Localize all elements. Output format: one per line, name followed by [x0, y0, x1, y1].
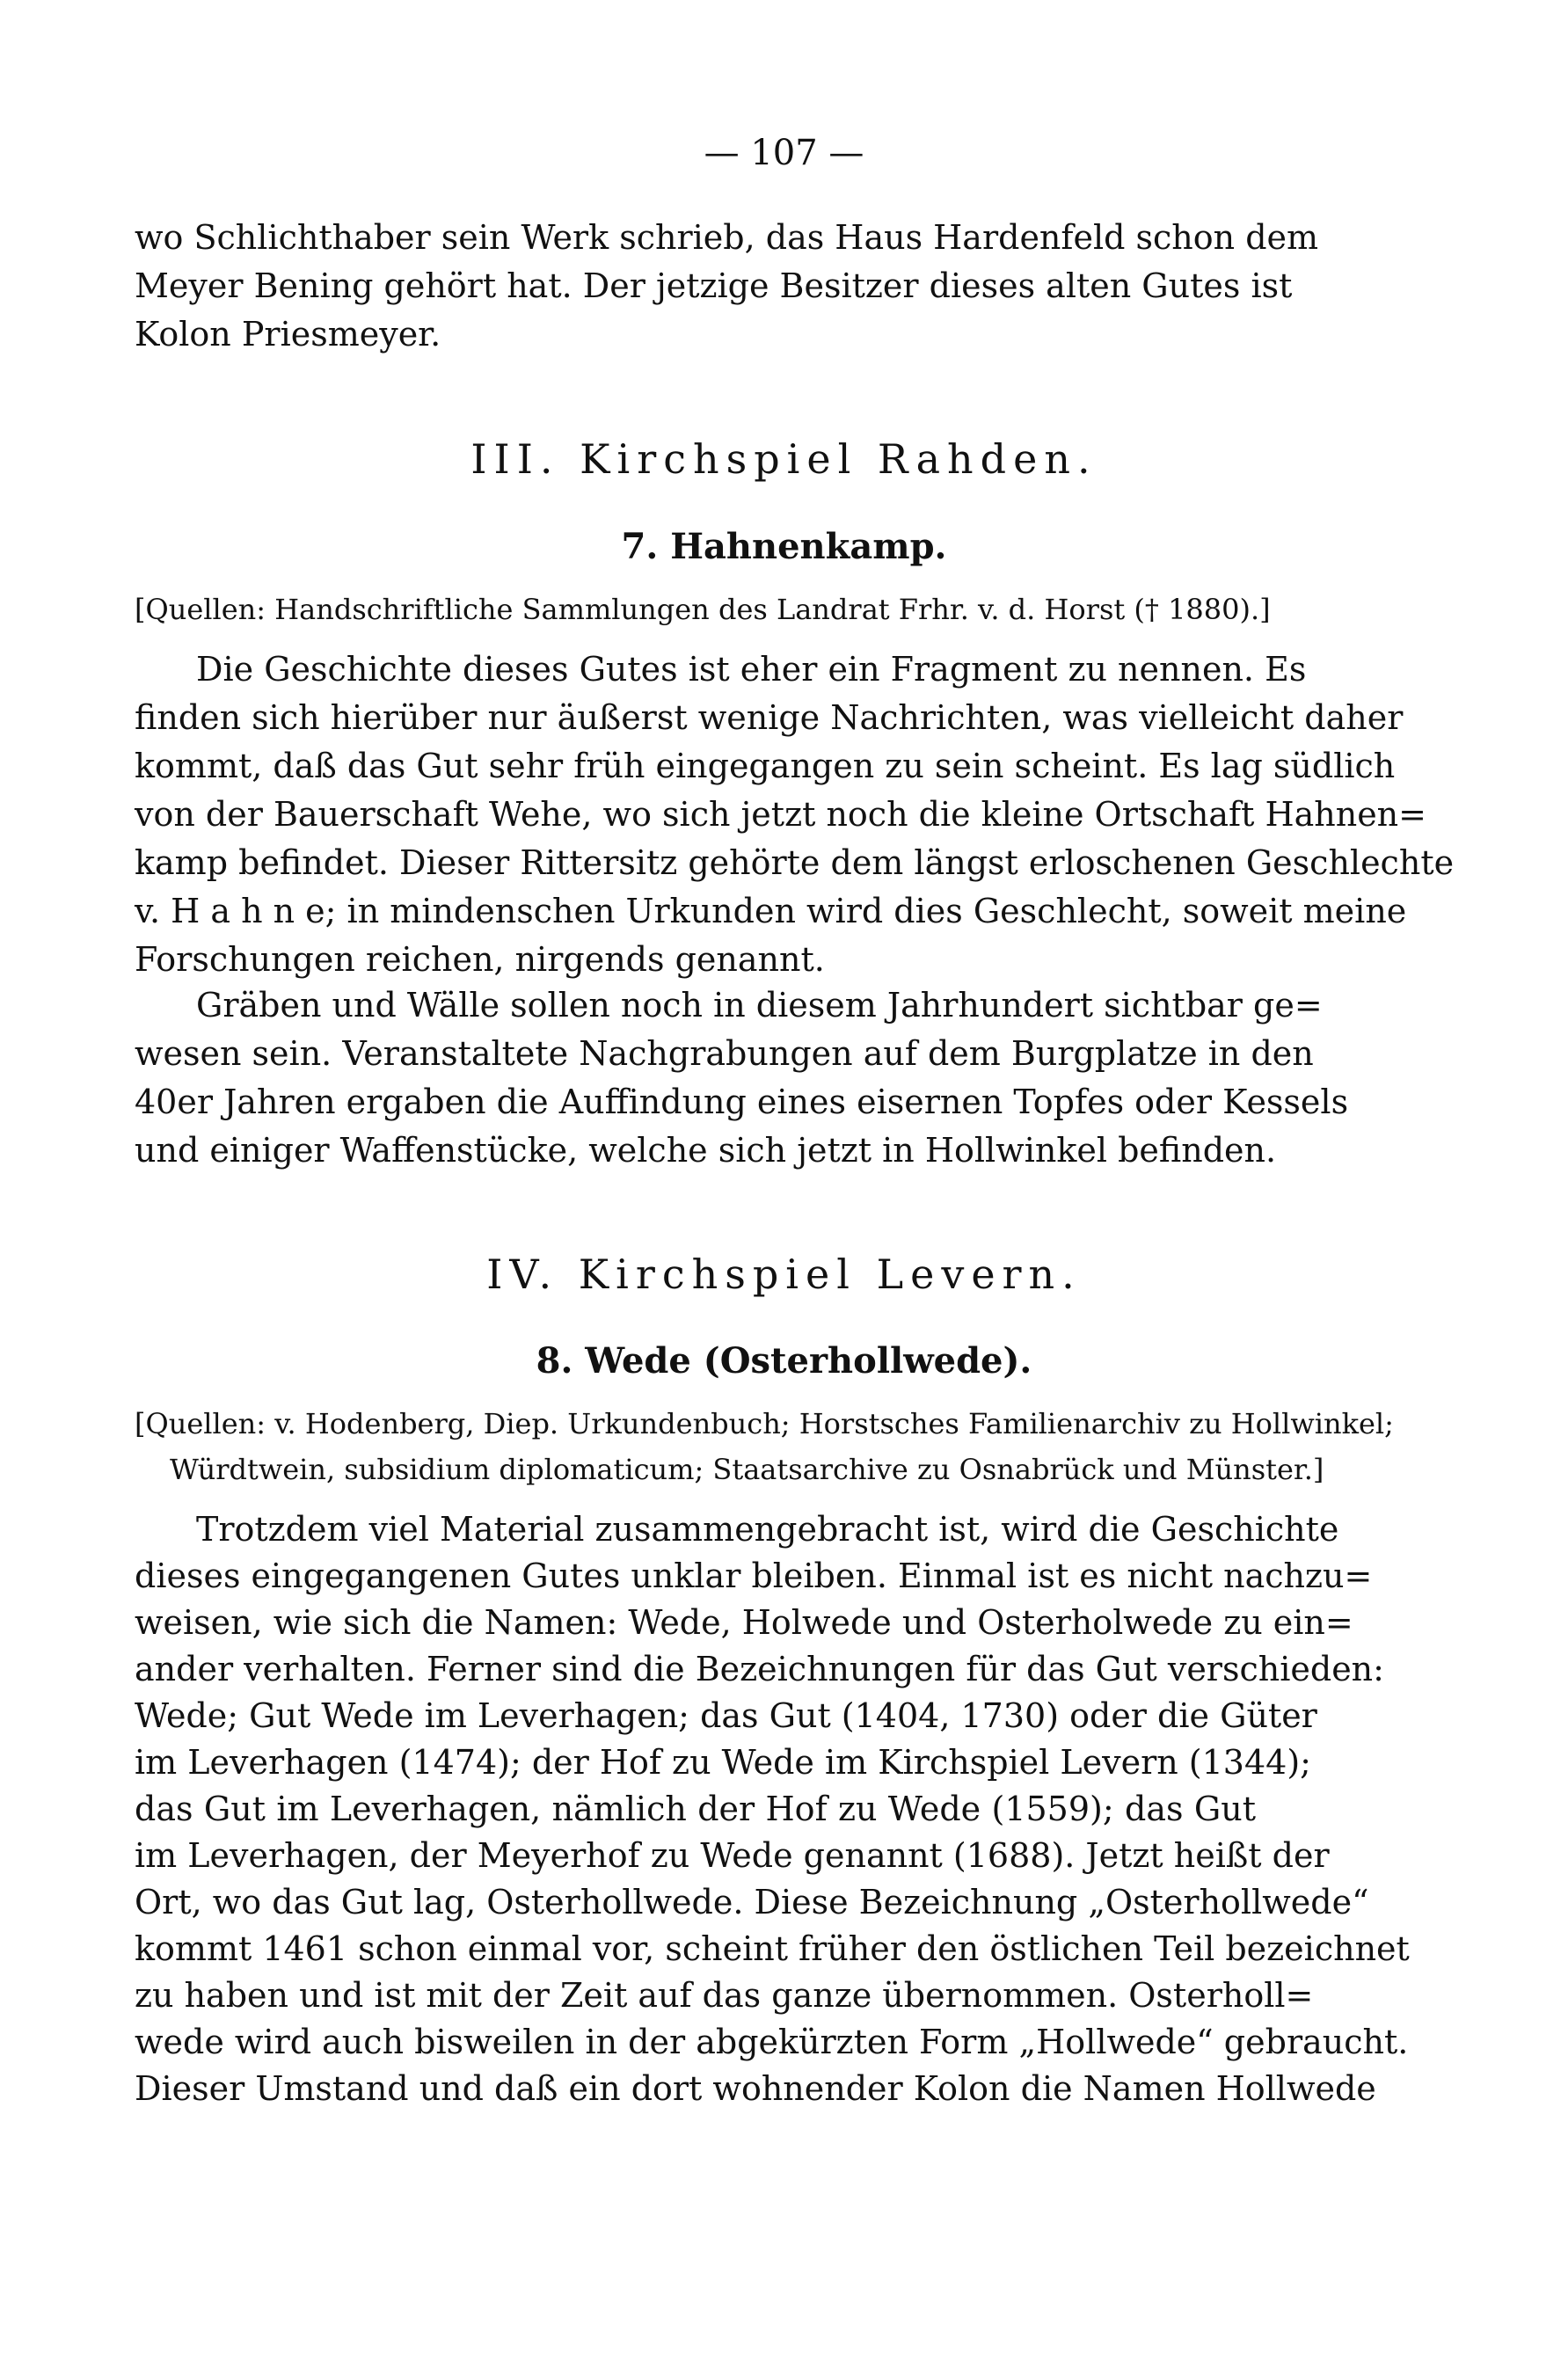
text-line: kommt 1461 schon einmal vor, scheint früher den östlichen Teil bezeichnet [135, 1929, 1410, 1968]
text-line: Gräben und Wälle sollen noch in diesem Jahrhundert sichtbar ge= [196, 986, 1323, 1024]
part-heading-iv: IV. Kirchspiel Levern. [486, 1250, 1082, 1298]
text-line: von der Bauerschaft Wehe, wo sich jetzt noch die kleine Ortschaft Hahnen= [135, 795, 1426, 834]
text-line: Dieser Umstand und daß ein dort wohnender Kolon die Namen Hollwede [135, 2069, 1376, 2108]
text-line: kommt, daß das Gut sehr früh eingegangen zu sein scheint. Es lag südlich [135, 747, 1396, 785]
paragraph [135, 1506, 1410, 2112]
text-line: Kolon Priesmeyer. [135, 315, 441, 354]
paragraph [135, 981, 1349, 1175]
text-line: zu haben und ist mit der Zeit auf das ganze übernommen. Osterholl= [135, 1976, 1314, 2015]
text-line: Die Geschichte dieses Gutes ist eher ein Fragment zu nennen. Es [196, 650, 1307, 689]
text-line: im Leverhagen, der Meyerhof zu Wede genannt (1688). Jetzt heißt der [135, 1836, 1330, 1875]
section-heading-hahnenkamp: 7. Hahnenkamp. [621, 526, 947, 567]
text-line: wede wird auch bisweilen in der abgekürzten Form „Hollwede“ gebraucht. [135, 2023, 1409, 2061]
text-line: [Quellen: v. Hodenberg, Diep. Urkundenbuch; Horstsches Familienarchiv zu Hollwinkel; [135, 1407, 1394, 1440]
text-line: Würdtwein, subsidium diplomaticum; Staatsarchive zu Osnabrück und Münster.] [170, 1453, 1324, 1486]
text-line: Ort, wo das Gut lag, Osterhollwede. Diese Bezeichnung „Osterhollwede“ [135, 1883, 1369, 1921]
text-line: im Leverhagen (1474); der Hof zu Wede im Kirchspiel Levern (1344); [135, 1743, 1311, 1782]
text-line: weisen, wie sich die Namen: Wede, Holwede und Osterholwede zu ein= [135, 1603, 1353, 1642]
text-line: wo Schlichthaber sein Werk schrieb, das Haus Hardenfeld schon dem [135, 218, 1319, 257]
section-heading-wede: 8. Wede (Osterhollwede). [536, 1340, 1032, 1382]
page-number: — 107 — [704, 133, 864, 173]
text-line: 40er Jahren ergaben die Auffindung eines eisernen Topfes oder Kessels [135, 1083, 1349, 1121]
text-line: [Quellen: Handschriftliche Sammlungen des Landrat Frhr. v. d. Horst († 1880).] [135, 593, 1271, 626]
text-line: das Gut im Leverhagen, nämlich der Hof zu Wede (1559); das Gut [135, 1790, 1256, 1828]
sources-note [135, 587, 1271, 632]
intro-paragraph [135, 214, 1319, 359]
text-line: Wede; Gut Wede im Leverhagen; das Gut (1404, 1730) oder die Güter [135, 1696, 1317, 1735]
text-line: finden sich hierüber nur äußerst wenige Nachrichten, was vielleicht daher [135, 698, 1404, 737]
text-line: kamp befindet. Dieser Rittersitz gehörte dem längst erloschenen Geschlechte [135, 843, 1455, 882]
text-line: v. H a h n e; in mindenschen Urkunden wird dies Geschlecht, soweit meine [135, 892, 1407, 930]
part-heading-iii: III. Kirchspiel Rahden. [470, 435, 1098, 483]
text-line: Trotzdem viel Material zusammengebracht ist, wird die Geschichte [196, 1510, 1339, 1549]
sources-note [135, 1401, 1394, 1492]
paragraph [135, 645, 1455, 984]
text-line: Meyer Bening gehört hat. Der jetzige Besitzer dieses alten Gutes ist [135, 266, 1293, 305]
text-line: wesen sein. Veranstaltete Nachgrabungen auf dem Burgplatze in den [135, 1034, 1314, 1073]
text-line: Forschungen reichen, nirgends genannt. [135, 940, 825, 979]
text-line: dieses eingegangenen Gutes unklar bleiben. Einmal ist es nicht nachzu= [135, 1557, 1373, 1595]
text-line: und einiger Waffenstücke, welche sich jetzt in Hollwinkel befinden. [135, 1131, 1277, 1170]
text-line: ander verhalten. Ferner sind die Bezeichnungen für das Gut verschieden: [135, 1650, 1384, 1688]
